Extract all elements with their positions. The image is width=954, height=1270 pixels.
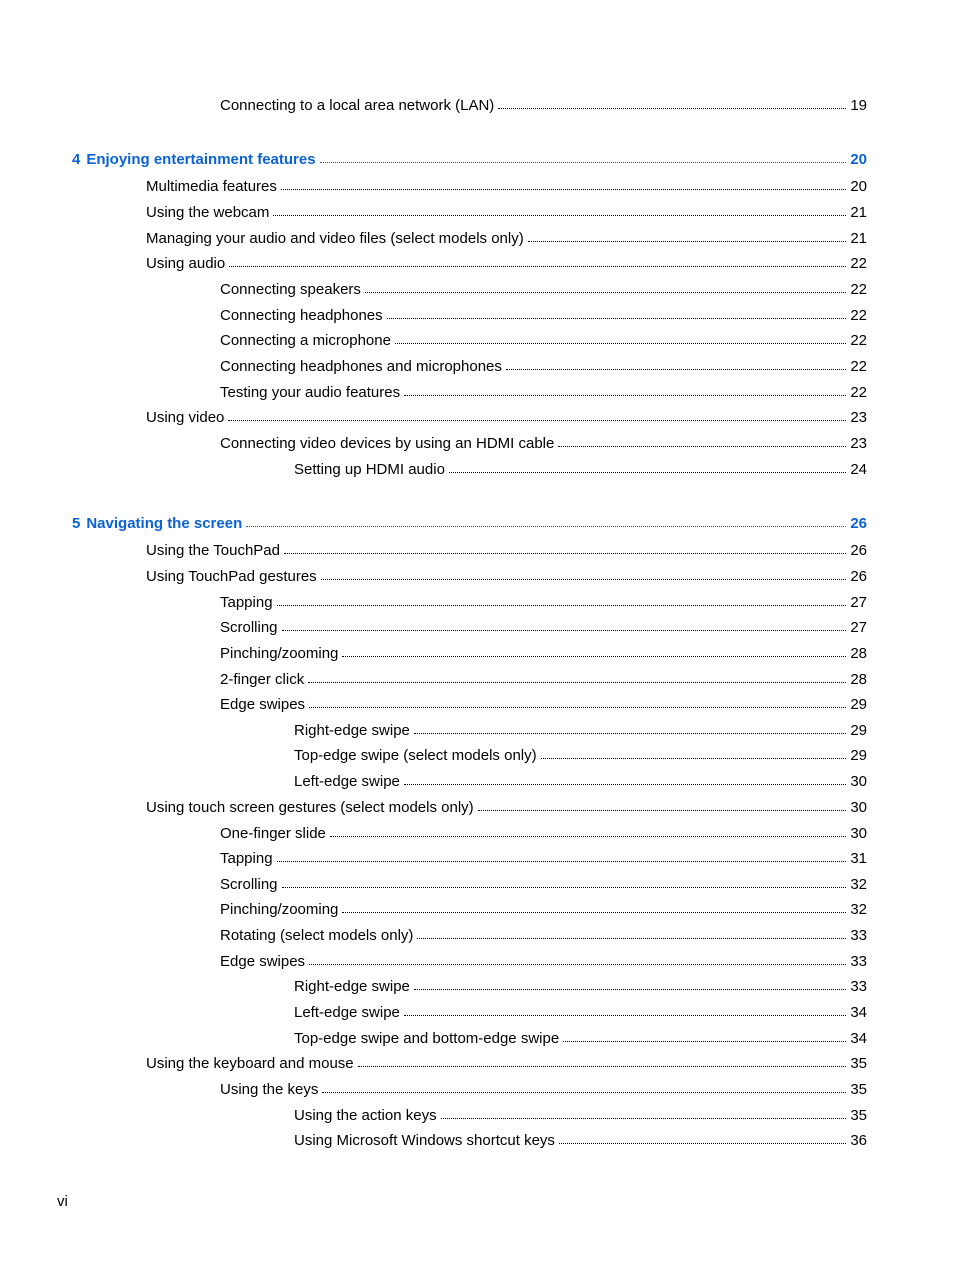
dot-leader — [342, 655, 846, 657]
toc-entry[interactable] — [220, 926, 867, 946]
toc-entry[interactable] — [220, 306, 867, 326]
toc-page-number: 33 — [850, 927, 867, 944]
toc-entry-title: Connecting video devices by using an HDMI cable — [220, 435, 555, 452]
toc-entry-title: Tapping — [220, 850, 273, 867]
toc-page-number: 23 — [850, 409, 867, 426]
dot-leader — [559, 1142, 846, 1144]
toc-page-number: 35 — [850, 1107, 867, 1124]
toc-entry-title: Connecting headphones — [220, 307, 383, 324]
dot-leader — [309, 963, 846, 965]
toc-entry-title: Connecting a microphone — [220, 332, 391, 349]
toc-page-number: 33 — [850, 953, 867, 970]
toc-page-number: 20 — [850, 178, 867, 195]
toc-entry[interactable] — [146, 541, 867, 561]
toc-entry[interactable] — [294, 1029, 867, 1049]
toc-page-number: 24 — [850, 461, 867, 478]
toc-entry[interactable] — [146, 229, 867, 249]
toc-page-number: 22 — [850, 307, 867, 324]
toc-entry-title: Navigating the screen — [86, 515, 243, 532]
toc-page-number: 22 — [850, 255, 867, 272]
toc-entry-title: Using video — [146, 409, 225, 426]
toc-page-number: 26 — [850, 542, 867, 559]
toc-page-number: 27 — [850, 619, 867, 636]
toc-page-number: 32 — [850, 876, 867, 893]
dot-leader — [281, 188, 846, 190]
toc-page-number: 36 — [850, 1132, 867, 1149]
toc-entry[interactable] — [146, 798, 867, 818]
dot-leader — [387, 317, 847, 319]
toc-page-number: 30 — [850, 825, 867, 842]
toc-entry-title: Using touch screen gestures (select models only) — [146, 799, 474, 816]
toc-page-number: 35 — [850, 1055, 867, 1072]
dot-leader — [404, 1014, 846, 1016]
toc-entry[interactable] — [146, 177, 867, 197]
toc-entry-title: Edge swipes — [220, 696, 306, 713]
dot-leader — [342, 911, 846, 913]
toc-entry-title: Using Microsoft Windows shortcut keys — [294, 1132, 555, 1149]
toc-entry[interactable] — [220, 357, 867, 377]
dot-leader — [414, 732, 846, 734]
toc-entry[interactable] — [220, 618, 867, 638]
toc-entry-title: Top-edge swipe and bottom-edge swipe — [294, 1030, 560, 1047]
dot-leader — [322, 1091, 846, 1093]
toc-entry[interactable] — [146, 1054, 867, 1074]
dot-leader — [365, 291, 846, 293]
toc-entry-title: Setting up HDMI audio — [294, 461, 445, 478]
toc-entry-title: Connecting to a local area network (LAN) — [220, 97, 495, 114]
toc-page-number: 33 — [850, 978, 867, 995]
toc-page-number: 29 — [850, 722, 867, 739]
toc-entry[interactable] — [220, 331, 867, 351]
toc-page-number: 22 — [850, 332, 867, 349]
toc-entry-title: Using audio — [146, 255, 226, 272]
toc-entry-title: One-finger slide — [220, 825, 326, 842]
toc-entry-title: Scrolling — [220, 619, 278, 636]
toc-entry[interactable] — [220, 952, 867, 972]
dot-leader — [498, 107, 846, 109]
toc-page-number: 34 — [850, 1030, 867, 1047]
page-number-footer: vi — [57, 1193, 68, 1210]
toc-page-number: 26 — [850, 515, 867, 532]
toc-entry-title: Left-edge swipe — [294, 1004, 400, 1021]
toc-entry-title: Right-edge swipe — [294, 722, 410, 739]
dot-leader — [558, 445, 846, 447]
toc-entry[interactable] — [146, 408, 867, 428]
toc-page-number: 21 — [850, 230, 867, 247]
toc-entry[interactable] — [220, 824, 867, 844]
dot-leader — [330, 835, 846, 837]
toc-entry-title: Pinching/zooming — [220, 901, 339, 918]
toc-page-number: 21 — [850, 204, 867, 221]
toc-entry[interactable] — [294, 1106, 867, 1126]
toc-entry[interactable] — [220, 1080, 867, 1100]
toc-entry-title: Right-edge swipe — [294, 978, 410, 995]
dot-leader — [478, 809, 847, 811]
dot-leader — [414, 988, 846, 990]
toc-entry[interactable] — [220, 695, 867, 715]
toc-entry[interactable] — [220, 900, 867, 920]
toc-entry[interactable] — [294, 1131, 867, 1151]
toc-entry[interactable] — [220, 383, 867, 403]
dot-leader — [506, 368, 846, 370]
dot-leader — [282, 629, 847, 631]
toc-page-number: 26 — [850, 568, 867, 585]
dot-leader — [541, 757, 847, 759]
toc-entry-title: Using the action keys — [294, 1107, 437, 1124]
toc-entry-title: Connecting speakers — [220, 281, 361, 298]
dot-leader — [404, 394, 846, 396]
toc-entry[interactable] — [220, 849, 867, 869]
chapter-number: 5 — [72, 515, 81, 532]
dot-leader — [228, 419, 846, 421]
dot-leader — [528, 240, 847, 242]
toc-entry-title: Top-edge swipe (select models only) — [294, 747, 537, 764]
dot-leader — [441, 1117, 847, 1119]
dot-leader — [277, 860, 847, 862]
toc-entry[interactable] — [220, 280, 867, 300]
toc-page-number: 22 — [850, 384, 867, 401]
dot-leader — [320, 161, 847, 163]
toc-entry[interactable] — [146, 203, 867, 223]
toc-entry-title: Using TouchPad gestures — [146, 568, 317, 585]
toc-chapter-entry[interactable] — [72, 150, 867, 170]
toc-entry-title: Using the TouchPad — [146, 542, 280, 559]
toc-page-number: 31 — [850, 850, 867, 867]
toc-page-number: 30 — [850, 799, 867, 816]
toc-entry-title: Testing your audio features — [220, 384, 401, 401]
toc-entry-title: Edge swipes — [220, 953, 306, 970]
toc-entry[interactable] — [220, 670, 867, 690]
toc-entry-title: 2-finger click — [220, 671, 305, 688]
toc-entry-title: Multimedia features — [146, 178, 277, 195]
toc-entry[interactable] — [220, 593, 867, 613]
toc-entry[interactable] — [220, 434, 867, 454]
toc-entry-title: Using the webcam — [146, 204, 270, 221]
dot-leader — [273, 214, 846, 216]
toc-page-number: 34 — [850, 1004, 867, 1021]
toc-entry[interactable] — [294, 977, 867, 997]
toc-entry[interactable] — [294, 772, 867, 792]
dot-leader — [404, 783, 846, 785]
toc-page-number: 30 — [850, 773, 867, 790]
toc-entry-title: Tapping — [220, 594, 273, 611]
dot-leader — [282, 886, 847, 888]
toc-entry-title: Scrolling — [220, 876, 278, 893]
toc-entry[interactable] — [294, 721, 867, 741]
toc-entry-title: Rotating (select models only) — [220, 927, 414, 944]
toc-page-number: 29 — [850, 747, 867, 764]
dot-leader — [308, 681, 846, 683]
toc-entry[interactable] — [220, 644, 867, 664]
toc-page-number: 28 — [850, 645, 867, 662]
toc-entry[interactable] — [146, 567, 867, 587]
toc-page-number: 19 — [850, 97, 867, 114]
dot-leader — [229, 265, 846, 267]
toc-page-number: 20 — [850, 151, 867, 168]
dot-leader — [246, 525, 846, 527]
toc-entry[interactable] — [294, 460, 867, 480]
toc-page-number: 22 — [850, 358, 867, 375]
dot-leader — [284, 552, 846, 554]
dot-leader — [321, 578, 847, 580]
toc-page-number: 28 — [850, 671, 867, 688]
toc-entry-title: Enjoying entertainment features — [86, 151, 316, 168]
toc-entry-title: Pinching/zooming — [220, 645, 339, 662]
toc-entry-title: Using the keyboard and mouse — [146, 1055, 354, 1072]
toc-page-number: 32 — [850, 901, 867, 918]
toc-chapter-entry[interactable] — [72, 514, 867, 534]
dot-leader — [563, 1040, 846, 1042]
toc-entry-title: Connecting headphones and microphones — [220, 358, 502, 375]
toc-page-number: 35 — [850, 1081, 867, 1098]
toc-page-number: 29 — [850, 696, 867, 713]
dot-leader — [395, 342, 846, 344]
toc-entry[interactable] — [220, 96, 867, 116]
toc-page-number: 27 — [850, 594, 867, 611]
dot-leader — [309, 706, 846, 708]
dot-leader — [277, 604, 847, 606]
dot-leader — [417, 937, 846, 939]
toc-page-number: 23 — [850, 435, 867, 452]
toc-entry-title: Managing your audio and video files (select models only) — [146, 230, 524, 247]
toc-entry-title: Left-edge swipe — [294, 773, 400, 790]
toc-entry[interactable] — [294, 1003, 867, 1023]
toc-entry[interactable] — [220, 875, 867, 895]
toc-entry[interactable] — [146, 254, 867, 274]
toc-entry[interactable] — [294, 746, 867, 766]
toc-entry-title: Using the keys — [220, 1081, 319, 1098]
toc-page-number: 22 — [850, 281, 867, 298]
chapter-number: 4 — [72, 151, 81, 168]
dot-leader — [358, 1065, 847, 1067]
dot-leader — [449, 471, 846, 473]
